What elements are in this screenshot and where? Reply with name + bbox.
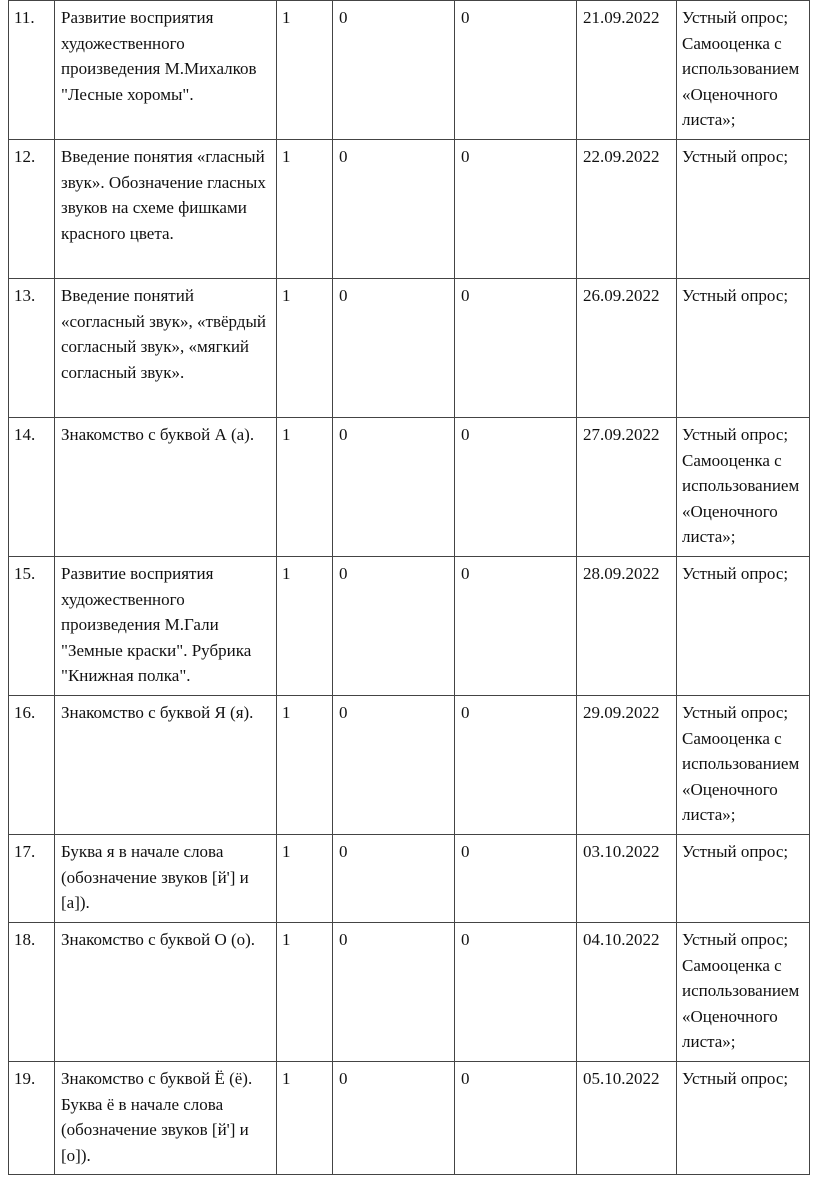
- assessment-form-cell: Устный опрос;: [677, 1062, 810, 1175]
- lesson-topic-cell: Знакомство с буквой Я (я).: [55, 696, 277, 835]
- table-row: [9, 418, 810, 557]
- assessment-form-cell: Устный опрос;: [677, 557, 810, 696]
- table-row: [9, 557, 810, 696]
- lesson-date-cell: 28.09.2022: [577, 557, 677, 696]
- lesson-topic-cell: Введение понятия «гласный звук». Обозначение гласных звуков на схеме фишками красного цвета.: [55, 140, 277, 279]
- control-works-cell: 0: [333, 923, 455, 1062]
- assessment-form-cell: Устный опрос;: [677, 835, 810, 923]
- assessment-form-cell: Устный опрос;: [677, 279, 810, 418]
- lesson-date-cell: 03.10.2022: [577, 835, 677, 923]
- control-works-cell: 0: [333, 1, 455, 140]
- lesson-date-cell: 04.10.2022: [577, 923, 677, 1062]
- practical-works-cell: 0: [455, 557, 577, 696]
- table-row: [9, 923, 810, 1062]
- control-works-cell: 0: [333, 1062, 455, 1175]
- hours-total-cell: 1: [277, 923, 333, 1062]
- table-row: [9, 279, 810, 418]
- hours-total-cell: 1: [277, 557, 333, 696]
- hours-total-cell: 1: [277, 1062, 333, 1175]
- lesson-number-cell: 18.: [9, 923, 55, 1062]
- hours-total-cell: 1: [277, 835, 333, 923]
- lesson-number-cell: 11.: [9, 1, 55, 140]
- lesson-topic-cell: Развитие восприятия художественного произведения М.Гали "Земные краски". Рубрика "Книжная полка".: [55, 557, 277, 696]
- lesson-date-cell: 05.10.2022: [577, 1062, 677, 1175]
- lesson-date-cell: 29.09.2022: [577, 696, 677, 835]
- control-works-cell: 0: [333, 418, 455, 557]
- practical-works-cell: 0: [455, 140, 577, 279]
- lesson-topic-cell: Развитие восприятия художественного произведения М.Михалков "Лесные хоромы".: [55, 1, 277, 140]
- control-works-cell: 0: [333, 140, 455, 279]
- assessment-form-cell: Устный опрос; Самооценка с использованием «Оценочного листа»;: [677, 696, 810, 835]
- hours-total-cell: 1: [277, 279, 333, 418]
- control-works-cell: 0: [333, 557, 455, 696]
- lesson-topic-cell: Буква я в начале слова (обозначение звуков [й'] и [а]).: [55, 835, 277, 923]
- practical-works-cell: 0: [455, 696, 577, 835]
- hours-total-cell: 1: [277, 696, 333, 835]
- lesson-number-cell: 13.: [9, 279, 55, 418]
- table-row: [9, 835, 810, 923]
- table-row: [9, 1062, 810, 1175]
- practical-works-cell: 0: [455, 1, 577, 140]
- assessment-form-cell: Устный опрос; Самооценка с использованием «Оценочного листа»;: [677, 418, 810, 557]
- lesson-date-cell: 27.09.2022: [577, 418, 677, 557]
- lesson-plan-table: [8, 0, 810, 1175]
- table-row: [9, 696, 810, 835]
- practical-works-cell: 0: [455, 418, 577, 557]
- lesson-topic-cell: Знакомство с буквой Ё (ё). Буква ё в начале слова (обозначение звуков [й'] и [о]).: [55, 1062, 277, 1175]
- lesson-date-cell: 21.09.2022: [577, 1, 677, 140]
- control-works-cell: 0: [333, 279, 455, 418]
- practical-works-cell: 0: [455, 1062, 577, 1175]
- lesson-number-cell: 19.: [9, 1062, 55, 1175]
- practical-works-cell: 0: [455, 279, 577, 418]
- lesson-date-cell: 22.09.2022: [577, 140, 677, 279]
- lesson-number-cell: 17.: [9, 835, 55, 923]
- practical-works-cell: 0: [455, 835, 577, 923]
- hours-total-cell: 1: [277, 1, 333, 140]
- table-row: [9, 1, 810, 140]
- lesson-topic-cell: Введение понятий «согласный звук», «твёрдый согласный звук», «мягкий согласный звук».: [55, 279, 277, 418]
- lesson-topic-cell: Знакомство с буквой О (о).: [55, 923, 277, 1062]
- lesson-number-cell: 12.: [9, 140, 55, 279]
- assessment-form-cell: Устный опрос;: [677, 140, 810, 279]
- lesson-number-cell: 15.: [9, 557, 55, 696]
- table-row: [9, 140, 810, 279]
- lesson-number-cell: 14.: [9, 418, 55, 557]
- control-works-cell: 0: [333, 696, 455, 835]
- lesson-topic-cell: Знакомство с буквой А (а).: [55, 418, 277, 557]
- lesson-number-cell: 16.: [9, 696, 55, 835]
- practical-works-cell: 0: [455, 923, 577, 1062]
- assessment-form-cell: Устный опрос; Самооценка с использованием «Оценочного листа»;: [677, 1, 810, 140]
- control-works-cell: 0: [333, 835, 455, 923]
- assessment-form-cell: Устный опрос; Самооценка с использованием «Оценочного листа»;: [677, 923, 810, 1062]
- lesson-date-cell: 26.09.2022: [577, 279, 677, 418]
- hours-total-cell: 1: [277, 418, 333, 557]
- hours-total-cell: 1: [277, 140, 333, 279]
